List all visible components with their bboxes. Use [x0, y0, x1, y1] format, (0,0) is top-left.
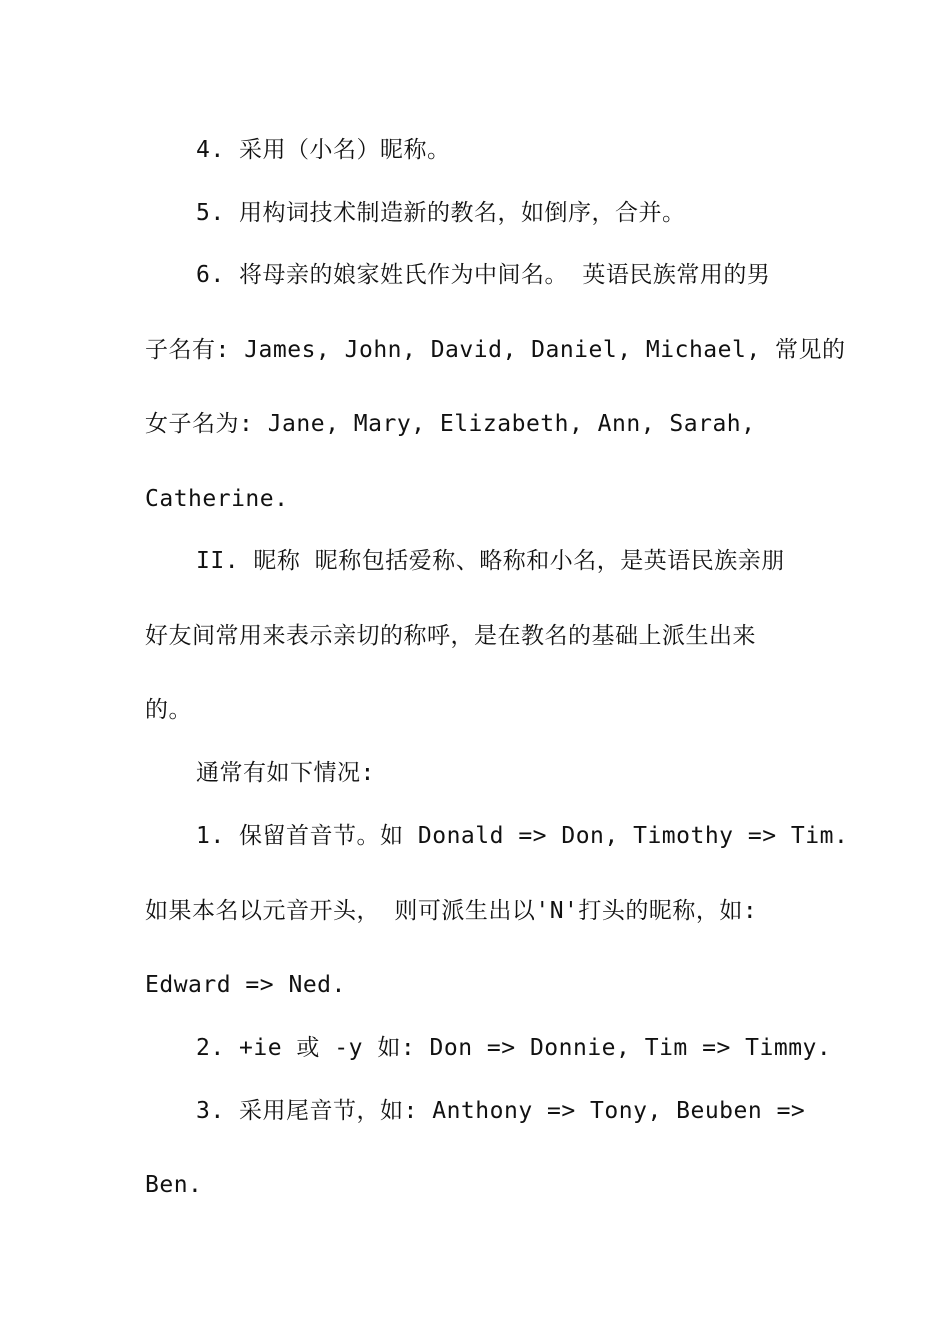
list-item-6: 6. 将母亲的娘家姓氏作为中间名。 英语民族常用的男 [196, 262, 771, 288]
list-item-4: 4. 采用（小名）昵称。 [196, 137, 451, 163]
paragraph-line: Catherine. [145, 486, 289, 512]
list-item-2: 2. +ie 或 -y 如: Don => Donnie, Tim => Timmy. [196, 1035, 832, 1061]
paragraph-line: 的。 [145, 697, 192, 723]
paragraph-intro: 通常有如下情况: [196, 760, 375, 786]
list-item-3: 3. 采用尾音节，如: Anthony => Tony, Beuben => [196, 1098, 806, 1124]
list-item-5: 5. 用构词技术制造新的教名，如倒序，合并。 [196, 200, 686, 226]
paragraph-line: 如果本名以元音开头， 则可派生出以'N'打头的昵称，如: [145, 898, 758, 924]
list-item-1: 1. 保留首音节。如 Donald => Don, Timothy => Tim. [196, 823, 849, 849]
paragraph-line: 女子名为: Jane, Mary, Elizabeth, Ann, Sarah, [145, 411, 756, 437]
paragraph-line: Ben. [145, 1172, 203, 1198]
paragraph-line: Edward => Ned. [145, 972, 346, 998]
section-heading-nicknames: II. 昵称 昵称包括爱称、略称和小名，是英语民族亲朋 [196, 548, 785, 574]
paragraph-line: 好友间常用来表示亲切的称呼，是在教名的基础上派生出来 [145, 623, 756, 649]
paragraph-line: 子名有: James, John, David, Daniel, Michael, 常见的 [145, 337, 846, 363]
